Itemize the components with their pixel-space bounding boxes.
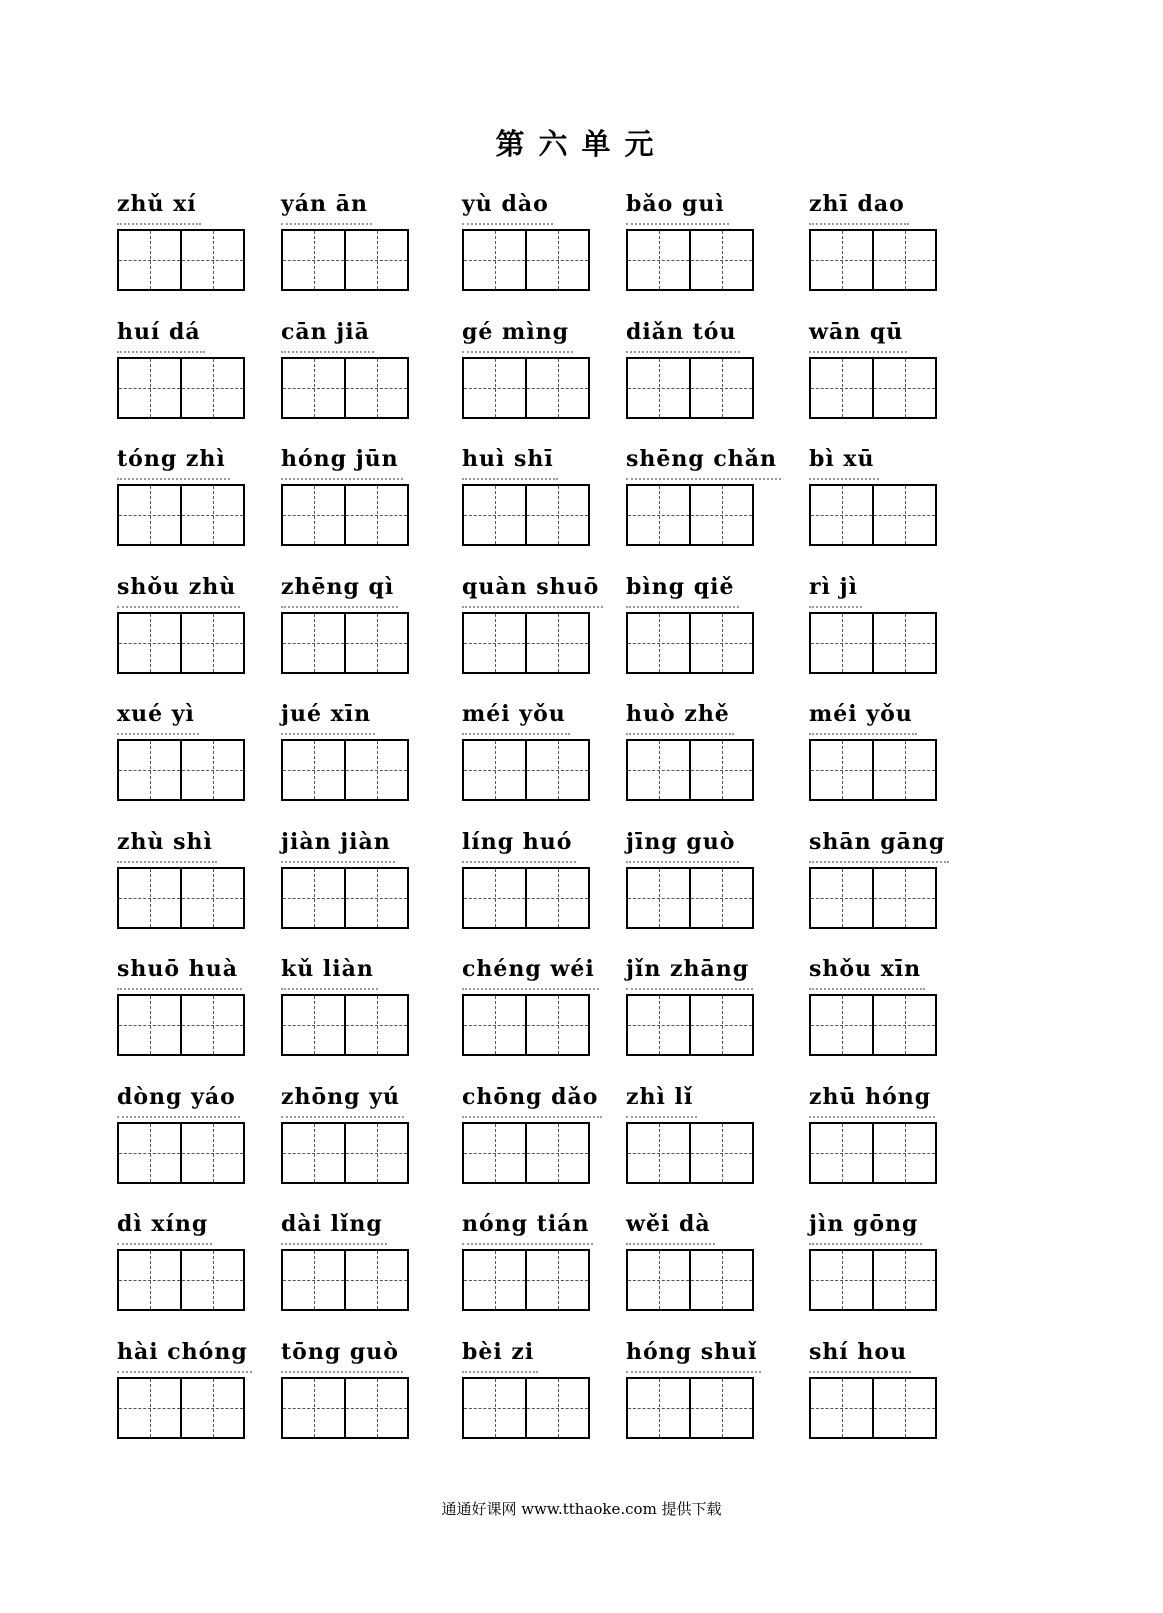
pinyin-label: huì shī: [462, 442, 558, 480]
writing-boxes[interactable]: [462, 1377, 590, 1439]
pinyin-label: nóng tián: [462, 1207, 593, 1245]
pinyin-label: zhēng qì: [281, 570, 398, 608]
tianzige-box[interactable]: [525, 486, 588, 544]
word-cell: [281, 1080, 441, 1184]
tianzige-box[interactable]: [628, 869, 689, 927]
word-cell: [117, 570, 277, 674]
writing-boxes[interactable]: [626, 994, 754, 1056]
word-cell: [462, 570, 622, 674]
writing-boxes[interactable]: [462, 229, 590, 291]
writing-boxes[interactable]: [626, 1122, 754, 1184]
pinyin-label: dòng yáo: [117, 1080, 240, 1118]
word-cell: [281, 825, 441, 929]
writing-boxes[interactable]: [281, 229, 409, 291]
pinyin-label: bì xū: [809, 442, 879, 480]
tianzige-box[interactable]: [628, 231, 689, 289]
writing-boxes[interactable]: [462, 867, 590, 929]
writing-boxes[interactable]: [117, 612, 245, 674]
tianzige-box[interactable]: [689, 1124, 752, 1182]
tianzige-box[interactable]: [119, 231, 180, 289]
word-cell: [117, 952, 277, 1056]
tianzige-box[interactable]: [180, 741, 243, 799]
writing-boxes[interactable]: [281, 1122, 409, 1184]
tianzige-box[interactable]: [811, 1124, 872, 1182]
tianzige-box[interactable]: [525, 231, 588, 289]
pinyin-label: wěi dà: [626, 1207, 715, 1245]
word-cell: [462, 315, 622, 419]
pinyin-label: cān jiā: [281, 315, 374, 353]
tianzige-box[interactable]: [872, 996, 935, 1054]
tianzige-box[interactable]: [119, 996, 180, 1054]
tianzige-box[interactable]: [811, 996, 872, 1054]
word-cell: [462, 825, 622, 929]
tianzige-box[interactable]: [628, 614, 689, 672]
writing-boxes[interactable]: [117, 739, 245, 801]
pinyin-label: shǒu xīn: [809, 952, 925, 990]
tianzige-box[interactable]: [344, 359, 407, 417]
tianzige-box[interactable]: [119, 1124, 180, 1182]
word-row: [117, 1335, 1077, 1463]
tianzige-box[interactable]: [119, 1379, 180, 1437]
word-cell: [809, 1207, 969, 1311]
tianzige-box[interactable]: [811, 359, 872, 417]
writing-boxes[interactable]: [626, 739, 754, 801]
pinyin-label: shēng chǎn: [626, 442, 781, 480]
word-cell: [809, 570, 969, 674]
writing-boxes[interactable]: [626, 229, 754, 291]
word-cell: [809, 825, 969, 929]
pinyin-label: zhǔ xí: [117, 187, 201, 225]
tianzige-box[interactable]: [811, 231, 872, 289]
word-cell: [809, 697, 969, 801]
writing-boxes[interactable]: [809, 994, 937, 1056]
pinyin-label: rì jì: [809, 570, 862, 608]
pinyin-label: tóng zhì: [117, 442, 230, 480]
tianzige-box[interactable]: [811, 486, 872, 544]
tianzige-box[interactable]: [283, 231, 344, 289]
tianzige-box[interactable]: [283, 486, 344, 544]
pinyin-label: huí dá: [117, 315, 205, 353]
tianzige-box[interactable]: [119, 1251, 180, 1309]
writing-boxes[interactable]: [281, 1377, 409, 1439]
writing-boxes[interactable]: [626, 1249, 754, 1311]
tianzige-box[interactable]: [344, 614, 407, 672]
word-cell: [281, 315, 441, 419]
word-cell: [626, 1335, 786, 1439]
pinyin-label: dì xíng: [117, 1207, 212, 1245]
pinyin-label: jǐn zhāng: [626, 952, 753, 990]
pinyin-label: shǒu zhù: [117, 570, 240, 608]
writing-boxes[interactable]: [281, 739, 409, 801]
pinyin-label: méi yǒu: [462, 697, 570, 735]
tianzige-box[interactable]: [628, 741, 689, 799]
pinyin-label: dài lǐng: [281, 1207, 387, 1245]
word-cell: [462, 442, 622, 546]
tianzige-box[interactable]: [119, 741, 180, 799]
pinyin-label: bǎo guì: [626, 187, 729, 225]
tianzige-box[interactable]: [872, 1124, 935, 1182]
word-cell: [626, 442, 786, 546]
pinyin-label: hài chóng: [117, 1335, 252, 1373]
tianzige-box[interactable]: [180, 231, 243, 289]
tianzige-box[interactable]: [464, 741, 525, 799]
tianzige-box[interactable]: [811, 1251, 872, 1309]
tianzige-box[interactable]: [689, 741, 752, 799]
pinyin-label: zhì lǐ: [626, 1080, 697, 1118]
tianzige-box[interactable]: [872, 1379, 935, 1437]
pinyin-label: shān gāng: [809, 825, 949, 863]
pinyin-label: yán ān: [281, 187, 372, 225]
writing-boxes[interactable]: [117, 994, 245, 1056]
tianzige-box[interactable]: [344, 1379, 407, 1437]
tianzige-box[interactable]: [689, 231, 752, 289]
word-cell: [626, 315, 786, 419]
word-row: [117, 1080, 1077, 1208]
word-cell: [626, 1207, 786, 1311]
tianzige-box[interactable]: [119, 359, 180, 417]
writing-boxes[interactable]: [626, 357, 754, 419]
tianzige-box[interactable]: [180, 996, 243, 1054]
writing-boxes[interactable]: [281, 357, 409, 419]
writing-boxes[interactable]: [117, 1249, 245, 1311]
tianzige-box[interactable]: [811, 869, 872, 927]
tianzige-box[interactable]: [283, 359, 344, 417]
word-row: [117, 952, 1077, 1080]
pinyin-label: kǔ liàn: [281, 952, 378, 990]
pinyin-label: shuō huà: [117, 952, 242, 990]
word-row: [117, 442, 1077, 570]
tianzige-box[interactable]: [180, 359, 243, 417]
word-cell: [117, 1207, 277, 1311]
tianzige-box[interactable]: [628, 996, 689, 1054]
tianzige-box[interactable]: [872, 741, 935, 799]
word-row: [117, 570, 1077, 698]
writing-boxes[interactable]: [626, 1377, 754, 1439]
writing-boxes[interactable]: [809, 867, 937, 929]
word-cell: [809, 1335, 969, 1439]
word-cell: [626, 1080, 786, 1184]
pinyin-label: jiàn jiàn: [281, 825, 395, 863]
tianzige-box[interactable]: [628, 1251, 689, 1309]
tianzige-box[interactable]: [344, 1124, 407, 1182]
writing-boxes[interactable]: [462, 1122, 590, 1184]
tianzige-box[interactable]: [283, 1251, 344, 1309]
tianzige-box[interactable]: [689, 1251, 752, 1309]
writing-boxes[interactable]: [809, 612, 937, 674]
tianzige-box[interactable]: [464, 486, 525, 544]
tianzige-box[interactable]: [283, 996, 344, 1054]
tianzige-box[interactable]: [464, 1124, 525, 1182]
pinyin-label: méi yǒu: [809, 697, 917, 735]
writing-boxes[interactable]: [281, 1249, 409, 1311]
pinyin-label: diǎn tóu: [626, 315, 740, 353]
writing-boxes[interactable]: [626, 867, 754, 929]
writing-boxes[interactable]: [117, 484, 245, 546]
tianzige-box[interactable]: [872, 486, 935, 544]
word-cell: [626, 187, 786, 291]
tianzige-box[interactable]: [180, 1251, 243, 1309]
writing-boxes[interactable]: [809, 1377, 937, 1439]
word-cell: [117, 442, 277, 546]
tianzige-box[interactable]: [689, 996, 752, 1054]
pinyin-label: jué xīn: [281, 697, 375, 735]
word-cell: [117, 697, 277, 801]
tianzige-box[interactable]: [344, 486, 407, 544]
writing-boxes[interactable]: [117, 1122, 245, 1184]
tianzige-box[interactable]: [689, 1379, 752, 1437]
tianzige-box[interactable]: [464, 231, 525, 289]
word-row: [117, 315, 1077, 443]
tianzige-box[interactable]: [525, 1379, 588, 1437]
word-cell: [809, 315, 969, 419]
word-cell: [626, 825, 786, 929]
tianzige-box[interactable]: [464, 614, 525, 672]
tianzige-box[interactable]: [872, 231, 935, 289]
writing-boxes[interactable]: [809, 739, 937, 801]
pinyin-label: quàn shuō: [462, 570, 603, 608]
pinyin-label: shí hou: [809, 1335, 911, 1373]
writing-boxes[interactable]: [281, 994, 409, 1056]
tianzige-box[interactable]: [464, 359, 525, 417]
word-cell: [809, 187, 969, 291]
tianzige-box[interactable]: [525, 996, 588, 1054]
pinyin-label: zhī dao: [809, 187, 909, 225]
word-row: [117, 1207, 1077, 1335]
writing-boxes[interactable]: [117, 867, 245, 929]
pinyin-label: xué yì: [117, 697, 199, 735]
writing-boxes[interactable]: [462, 484, 590, 546]
page-title: 第六单元: [495, 127, 668, 161]
word-cell: [117, 1080, 277, 1184]
writing-boxes[interactable]: [626, 612, 754, 674]
pinyin-label: yù dào: [462, 187, 553, 225]
pinyin-label: zhū hóng: [809, 1080, 935, 1118]
tianzige-box[interactable]: [464, 869, 525, 927]
tianzige-box[interactable]: [628, 486, 689, 544]
tianzige-box[interactable]: [344, 741, 407, 799]
tianzige-box[interactable]: [344, 869, 407, 927]
word-cell: [462, 1207, 622, 1311]
pinyin-label: líng huó: [462, 825, 576, 863]
writing-boxes[interactable]: [281, 484, 409, 546]
pinyin-label: tōng guò: [281, 1335, 403, 1373]
tianzige-box[interactable]: [180, 614, 243, 672]
tianzige-box[interactable]: [283, 869, 344, 927]
pinyin-label: gé mìng: [462, 315, 573, 353]
word-row: [117, 697, 1077, 825]
word-cell: [281, 570, 441, 674]
tianzige-box[interactable]: [180, 1379, 243, 1437]
pinyin-label: bèi zi: [462, 1335, 538, 1373]
tianzige-box[interactable]: [525, 1251, 588, 1309]
word-cell: [626, 697, 786, 801]
tianzige-box[interactable]: [283, 614, 344, 672]
tianzige-box[interactable]: [628, 1379, 689, 1437]
tianzige-box[interactable]: [344, 1251, 407, 1309]
tianzige-box[interactable]: [811, 1379, 872, 1437]
pinyin-label: chōng dǎo: [462, 1080, 602, 1118]
word-cell: [462, 1080, 622, 1184]
word-cell: [462, 187, 622, 291]
writing-boxes[interactable]: [117, 357, 245, 419]
writing-boxes[interactable]: [117, 229, 245, 291]
tianzige-box[interactable]: [464, 996, 525, 1054]
tianzige-box[interactable]: [872, 869, 935, 927]
tianzige-box[interactable]: [628, 359, 689, 417]
writing-boxes[interactable]: [281, 612, 409, 674]
tianzige-box[interactable]: [525, 1124, 588, 1182]
tianzige-box[interactable]: [525, 614, 588, 672]
writing-boxes[interactable]: [626, 484, 754, 546]
word-cell: [809, 952, 969, 1056]
footer-credit: 通通好课网 www.tthaoke.com 提供下载: [441, 1500, 722, 1518]
tianzige-box[interactable]: [180, 486, 243, 544]
pinyin-label: jìn gōng: [809, 1207, 922, 1245]
word-cell: [281, 1335, 441, 1439]
writing-boxes[interactable]: [117, 1377, 245, 1439]
word-cell: [809, 442, 969, 546]
pinyin-label: zhōng yú: [281, 1080, 404, 1118]
tianzige-box[interactable]: [464, 1251, 525, 1309]
word-cell: [281, 442, 441, 546]
tianzige-box[interactable]: [344, 996, 407, 1054]
tianzige-box[interactable]: [525, 741, 588, 799]
tianzige-box[interactable]: [119, 869, 180, 927]
tianzige-box[interactable]: [525, 359, 588, 417]
pinyin-label: huò zhě: [626, 697, 734, 735]
tianzige-box[interactable]: [811, 741, 872, 799]
tianzige-box[interactable]: [872, 1251, 935, 1309]
word-cell: [281, 697, 441, 801]
word-cell: [117, 187, 277, 291]
writing-boxes[interactable]: [809, 1249, 937, 1311]
tianzige-box[interactable]: [689, 359, 752, 417]
tianzige-box[interactable]: [283, 741, 344, 799]
writing-boxes[interactable]: [462, 357, 590, 419]
tianzige-box[interactable]: [344, 231, 407, 289]
writing-boxes[interactable]: [281, 867, 409, 929]
writing-boxes[interactable]: [462, 1249, 590, 1311]
word-cell: [281, 1207, 441, 1311]
word-cell: [281, 187, 441, 291]
tianzige-box[interactable]: [811, 614, 872, 672]
writing-boxes[interactable]: [809, 357, 937, 419]
word-cell: [117, 825, 277, 929]
tianzige-box[interactable]: [628, 1124, 689, 1182]
word-cell: [462, 1335, 622, 1439]
tianzige-box[interactable]: [689, 486, 752, 544]
pinyin-label: bìng qiě: [626, 570, 739, 608]
tianzige-box[interactable]: [180, 1124, 243, 1182]
tianzige-box[interactable]: [525, 869, 588, 927]
pinyin-label: wān qū: [809, 315, 907, 353]
word-cell: [462, 952, 622, 1056]
tianzige-box[interactable]: [119, 486, 180, 544]
tianzige-box[interactable]: [689, 869, 752, 927]
tianzige-box[interactable]: [283, 1379, 344, 1437]
word-row: [117, 825, 1077, 953]
word-cell: [117, 1335, 277, 1439]
writing-boxes[interactable]: [809, 1122, 937, 1184]
writing-boxes[interactable]: [809, 229, 937, 291]
word-cell: [626, 952, 786, 1056]
word-cell: [117, 315, 277, 419]
tianzige-box[interactable]: [180, 869, 243, 927]
tianzige-box[interactable]: [872, 614, 935, 672]
pinyin-label: hóng shuǐ: [626, 1335, 761, 1373]
word-cell: [809, 1080, 969, 1184]
writing-boxes[interactable]: [462, 739, 590, 801]
word-cell: [462, 697, 622, 801]
pinyin-label: chéng wéi: [462, 952, 599, 990]
writing-boxes[interactable]: [462, 994, 590, 1056]
pinyin-label: hóng jūn: [281, 442, 403, 480]
tianzige-box[interactable]: [283, 1124, 344, 1182]
tianzige-box[interactable]: [689, 614, 752, 672]
tianzige-box[interactable]: [119, 614, 180, 672]
pinyin-label: zhù shì: [117, 825, 217, 863]
writing-boxes[interactable]: [809, 484, 937, 546]
word-grid: [117, 187, 1077, 1462]
word-row: [117, 187, 1077, 315]
tianzige-box[interactable]: [872, 359, 935, 417]
writing-boxes[interactable]: [462, 612, 590, 674]
word-cell: [281, 952, 441, 1056]
pinyin-label: jīng guò: [626, 825, 739, 863]
tianzige-box[interactable]: [464, 1379, 525, 1437]
word-cell: [626, 570, 786, 674]
